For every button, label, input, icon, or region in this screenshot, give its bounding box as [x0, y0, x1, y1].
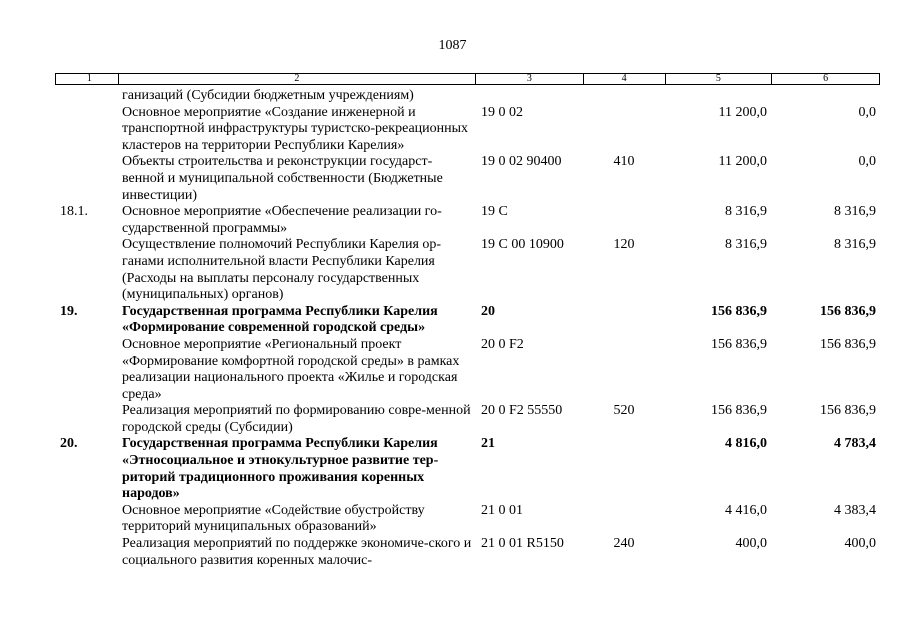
row-expense-type: 120: [613, 237, 635, 253]
row-value-1: 400,0: [735, 536, 767, 552]
row-value-1: 4 416,0: [725, 502, 767, 518]
table-row: [55, 337, 880, 403]
row-expense-type: [583, 436, 665, 502]
row-description: Основное мероприятие «Обеспечение реализации го-сударственной программы»: [122, 204, 442, 236]
row-expense-type: [583, 503, 665, 536]
table-row: [55, 436, 880, 502]
row-number: [55, 154, 117, 204]
table-row: [55, 154, 880, 204]
row-value-2: [772, 88, 880, 105]
row-value-2: 0,0: [858, 154, 876, 170]
row-value-2: 156 836,9: [820, 336, 876, 352]
row-value-2: 156 836,9: [820, 303, 876, 319]
row-description: Осуществление полномочий Республики Карелия ор-ганами исполнительной власти Республики Карелия (Расходы на выплаты персоналу государственных (муниципальных) органов): [122, 237, 442, 303]
row-value-2: 4 383,4: [834, 502, 876, 518]
row-value-1: 11 200,0: [718, 154, 767, 170]
row-description: Государственная программа Республики Карелия «Этносоциальное и этнокультурное развитие тер-риторий традиционного проживания коренных народов»: [122, 436, 439, 502]
table-body: [55, 88, 880, 569]
column-header-5: 5: [665, 74, 772, 84]
row-expense-type: [583, 105, 665, 155]
row-value-1: [665, 88, 772, 105]
row-value-1: 4 816,0: [725, 436, 767, 452]
page-number: 1087: [438, 38, 467, 53]
table-row: [55, 503, 880, 536]
table-row: [55, 304, 880, 337]
row-code: 20 0 F2 55550: [481, 403, 563, 419]
row-code: 21 0 01: [481, 502, 523, 518]
row-number: [55, 503, 117, 536]
row-value-1: 11 200,0: [718, 104, 767, 120]
table-row: [55, 204, 880, 237]
row-code: 19 0 02: [481, 104, 523, 120]
row-description: Основное мероприятие «Создание инженерной и транспортной инфраструктуры туристско-рекреационных кластеров на территории Республики Карелия»: [122, 104, 469, 153]
row-expense-type: [583, 88, 665, 105]
column-header-4: 4: [583, 74, 665, 84]
row-expense-type: 520: [613, 403, 635, 419]
row-number: [55, 105, 117, 155]
row-code: 19 С: [481, 204, 508, 220]
row-code: 19 С 00 10900: [481, 237, 564, 253]
table-row: [55, 88, 880, 105]
row-expense-type: [583, 204, 665, 237]
row-code: 19 0 02 90400: [481, 154, 562, 170]
row-value-1: 156 836,9: [711, 336, 767, 352]
row-number: [55, 337, 117, 403]
column-header-2: 2: [118, 74, 475, 84]
row-number: 18.1.: [60, 204, 88, 220]
row-expense-type: 240: [613, 536, 635, 552]
row-expense-type: [583, 337, 665, 403]
row-code: 20 0 F2: [481, 336, 524, 352]
row-description: Объекты строительства и реконструкции государст-венной и муниципальной собственности (Бюджетные инвестиции): [122, 154, 443, 203]
row-value-2: 4 783,4: [834, 436, 876, 452]
column-header-3: 3: [475, 74, 583, 84]
table-row: [55, 105, 880, 155]
row-number: [55, 237, 117, 303]
row-code: 21 0 01 R5150: [481, 536, 564, 552]
row-value-1: 8 316,9: [725, 204, 767, 220]
table-row: [55, 237, 880, 303]
table-row: [55, 536, 880, 569]
row-value-1: 8 316,9: [725, 237, 767, 253]
row-value-1: 156 836,9: [711, 303, 767, 319]
row-expense-type: 410: [613, 154, 635, 170]
row-value-2: 0,0: [858, 104, 876, 120]
row-description: Реализация мероприятий по формированию совре-менной городской среды (Субсидии): [122, 403, 471, 435]
row-number: [55, 88, 117, 105]
row-value-2: 8 316,9: [834, 237, 876, 253]
row-value-2: 156 836,9: [820, 403, 876, 419]
table-row: [55, 403, 880, 436]
row-description: Реализация мероприятий по поддержке экономиче-ского и социального развития коренных малочис-: [122, 536, 472, 568]
row-number: [55, 536, 117, 569]
row-description: ганизаций (Субсидии бюджетным учреждениям): [122, 88, 414, 103]
row-value-1: 156 836,9: [711, 403, 767, 419]
row-code: [475, 88, 583, 105]
column-header-1: 1: [86, 73, 92, 84]
row-number: 20.: [60, 436, 78, 452]
table-header: [55, 73, 880, 85]
row-code: 20: [481, 303, 495, 319]
row-description: Основное мероприятие «Региональный проект «Формирование комфортной городской среды» в рамках реализации национального проекта «Жилье и городская среда»: [122, 336, 460, 402]
row-value-2: 400,0: [844, 536, 876, 552]
row-number: 19.: [60, 303, 78, 319]
row-number: [55, 403, 117, 436]
row-expense-type: [583, 304, 665, 337]
column-header-6: 6: [771, 74, 879, 84]
row-description: Основное мероприятие «Содействие обустройству территорий муниципальных образований»: [122, 502, 425, 535]
row-code: 21: [481, 436, 495, 452]
row-description: Государственная программа Республики Карелия «Формирование современной городской среды»: [122, 303, 438, 336]
row-value-2: 8 316,9: [834, 204, 876, 220]
